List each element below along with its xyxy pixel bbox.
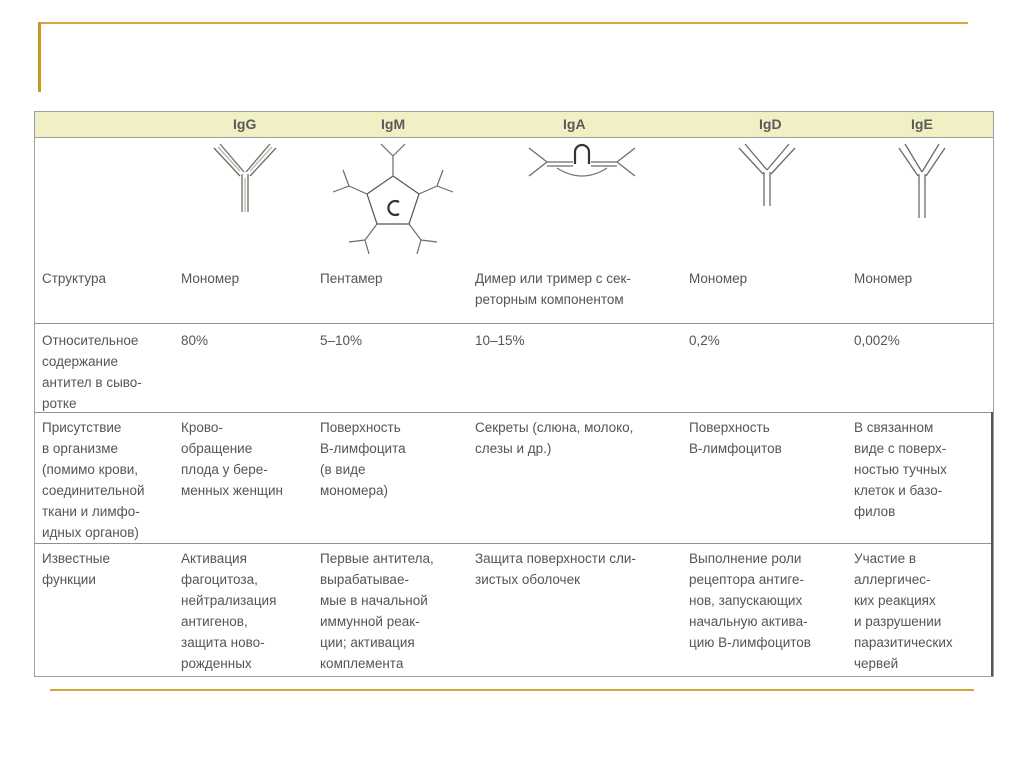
cell-content-iga: 10–15% bbox=[475, 333, 525, 348]
igm-pentamer-icon bbox=[331, 142, 455, 254]
cell-presence-igm: Поверхность В-лимфоцита (в виде мономера) bbox=[320, 420, 406, 498]
cell-content-ige: 0,002% bbox=[854, 333, 900, 348]
cell-content-igd: 0,2% bbox=[689, 333, 720, 348]
column-header-igm: IgM bbox=[381, 116, 406, 132]
bottom-rule bbox=[50, 689, 974, 691]
table-right-edge bbox=[991, 412, 993, 676]
cell-content-igm: 5–10% bbox=[320, 333, 363, 348]
cell-structure-igm: Пентамер bbox=[320, 271, 383, 286]
cell-functions-ige: Участие в аллергичес- ких реакциях и разрушении паразитических червей bbox=[854, 551, 953, 671]
column-header-iga: IgA bbox=[563, 116, 586, 132]
title-accent-bar bbox=[38, 22, 41, 92]
iga-dimer-icon bbox=[527, 142, 637, 184]
cell-functions-igd: Выполнение роли рецептора антиге- нов, запускающих начальную активa- цию В-лимфоцитов bbox=[689, 551, 811, 650]
cell-structure-ige: Мономер bbox=[854, 271, 913, 286]
igg-monomer-icon bbox=[210, 142, 280, 214]
igd-monomer-icon bbox=[735, 142, 799, 208]
cell-functions-igg: Активация фагоцитоза, нейтрализация антигенов, защита ново- рожденных bbox=[181, 551, 277, 671]
cell-structure-igg: Мономер bbox=[181, 271, 240, 286]
row-divider bbox=[35, 543, 993, 544]
cell-content-igg: 80% bbox=[181, 333, 209, 348]
row-divider bbox=[35, 323, 993, 324]
cell-presence-ige: В связанном виде с поверх- ностью тучных клеток и базо- филов bbox=[854, 420, 947, 519]
row-label-content: Относительное содержание антител в сыво- ротке bbox=[42, 333, 142, 411]
cell-presence-igd: Поверхность В-лимфоцитов bbox=[689, 420, 782, 456]
row-label-presence: Присутствие в организме (помимо крови, соединительной ткани и лимфо- идных органов) bbox=[42, 420, 145, 540]
cell-functions-igm: Первые антитела, вырабатывае- мые в начальной иммунной реак- ции; активация комплемента bbox=[320, 551, 434, 671]
cell-structure-igd: Мономер bbox=[689, 271, 748, 286]
immunoglobulin-table bbox=[34, 111, 994, 677]
row-label-functions: Известные функции bbox=[42, 551, 111, 587]
title-rule bbox=[38, 22, 968, 24]
table-header bbox=[35, 112, 993, 138]
column-header-igg: IgG bbox=[233, 116, 257, 132]
column-header-ige: IgE bbox=[911, 116, 933, 132]
cell-functions-iga: Защита поверхности сли- зистых оболочек bbox=[475, 551, 636, 587]
ige-monomer-icon bbox=[897, 142, 947, 220]
cell-presence-iga: Секреты (слюна, молоко, слезы и др.) bbox=[475, 420, 634, 456]
row-label-structure: Структура bbox=[42, 271, 107, 286]
row-divider bbox=[35, 412, 993, 413]
column-header-igd: IgD bbox=[759, 116, 782, 132]
cell-presence-igg: Крово- обращение плода у бере- менных женщин bbox=[181, 420, 284, 498]
cell-structure-iga: Димер или тример с сек- реторным компонентом bbox=[475, 271, 631, 307]
